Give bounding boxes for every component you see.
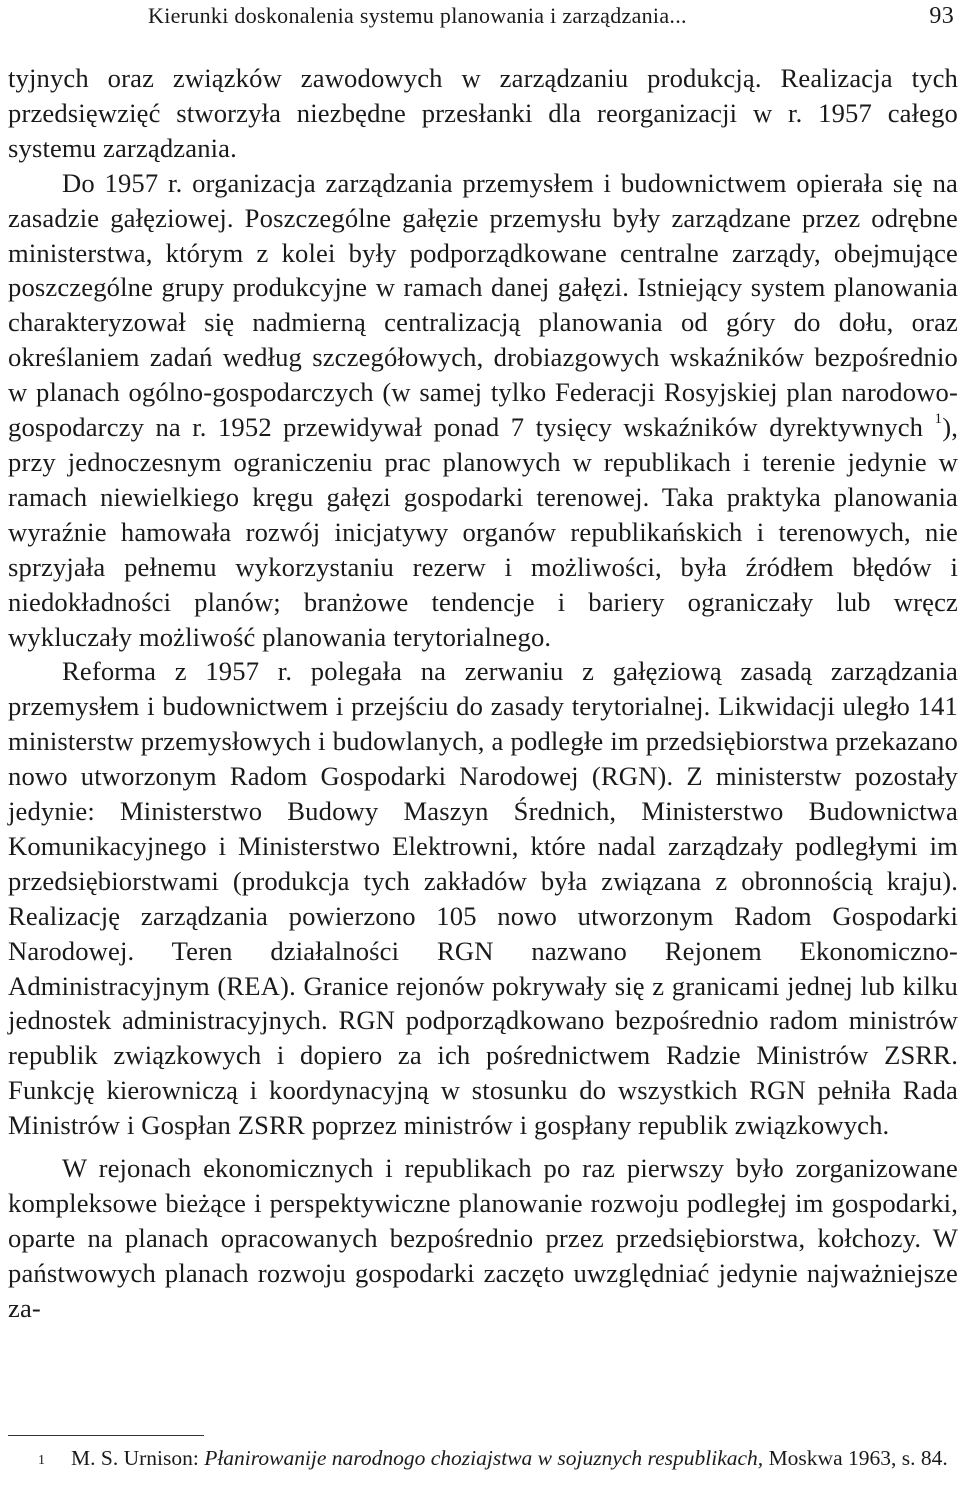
running-title: Kierunki doskonalenia systemu planowania i zarządzania... (148, 3, 687, 28)
paragraph-branch-system (8, 166, 958, 655)
footnote (8, 1443, 958, 1473)
running-header (148, 1, 954, 31)
footnote-title: Płanirowanije narodnogo choziajstwa w sojuznych respublikach, (204, 1446, 764, 1470)
footnote-mark: 1 (38, 1453, 45, 1468)
paragraph-reform-1957: Reforma z 1957 r. polegała na zerwaniu z gałęziową zasadą zarządzania przemysłem i budownictwem i przejściu do zasady terytorialnej. Likwidacji uległo 141 ministerstw przemysłowych i budowlanych, a podległe im przedsiębiorstwa przekazano nowo utworzonym Radom Gospodarki Narodowej (RGN). Z ministerstw pozostały jedynie: Ministerstwo Budowy Maszyn Średnich, Ministerstwo Budownictwa Komunikacyjnego i Ministerstwo Elektrowni, które nadal zarządzały podległymi im przedsiębiorstwami (produkcja tych zakładów była związana z obronnością kraju). Realizację zarządzania powierzono 105 nowo utworzonym Radom Gospodarki Narodowej. Teren działalności RGN nazwano Rejonem Ekonomiczno-Administracyjnym (REA). Granice rejonów pokrywały się z granicami jednej lub kilku jednostek administracyjnych. RGN podporządkowano bezpośrednio radom ministrów republik związkowych i dopiero za ich pośrednictwem Radzie Ministrów ZSRR. Funkcję kierowniczą i koordynacyjną w stosunku do wszystkich RGN pełniła Rada Ministrów i Gospłan ZSRR poprzez ministrów i gospłany republik związkowych. (8, 656, 958, 1141)
paragraph-continued: tyjnych oraz związków zawodowych w zarządzaniu produkcją. Realizacja tych przedsięwzięć stworzyła niezbędne przesłanki dla reorganizacji w r. 1957 całego systemu zarządzania. (8, 63, 958, 163)
paragraph-regional-planning: W rejonach ekonomicznych i republikach po raz pierwszy było zorganizowane kompleksowe bieżące i perspektywiczne planowanie rozwoju podległej im gospodarki, oparte na planach opracowanych bezpośrednio przez przedsiębiorstwa, kołchozy. W państwowych planach rozwoju gospodarki zaczęto uwzględniać jedynie najważniejsze za- (8, 1153, 958, 1323)
footnote-divider (8, 1435, 204, 1436)
footnote-author: M. S. Urnison: (71, 1446, 199, 1470)
paragraph-text: Do 1957 r. organizacja zarządzania przemysłem i budownictwem opierała się na zasadzie gałęziowej. Poszczególne gałęzie przemysłu były zarządzane przez odrębne ministerstwa, którym z kolei były podporządkowane centralne zarządy, obejmujące poszczególne grupy produkcyjne w ramach danej gałęzi. Istniejący system planowania charakteryzował się nadmierną centralizacją planowania od góry do dołu, oraz określaniem zadań według szczegółowych, drobiazgowych wskaźników bezpośrednio w planach ogólno-gospodarczych (w samej tylko Federacji Rosyjskiej plan narodowo-gospodarczy na r. 1952 przewidywał ponad 7 tysięcy wskaźników dyrektywnych (8, 167, 958, 443)
footnote-publication: Moskwa 1963, s. 84. (768, 1446, 948, 1470)
body-text (8, 61, 958, 1326)
page-number: 93 (929, 3, 954, 29)
paragraph-text: ), przy jednoczesnym ograniczeniu prac planowych w republikach i terenie jedynie w ramach niewielkiego kręgu gałęzi gospodarki terenowej. Taka praktyka planowania wyraźnie hamowała rozwój inicjatywy organów republikańskich i terenowych, nie sprzyjała pełnemu wykorzystaniu rezerw i możliwości, była źródłem błędów i niedokładności planów; branżowe tendencje i bariery ograniczały lub wręcz wykluczały możliwość planowania terytorialnego. (8, 412, 958, 652)
footnote-reference: 1 (934, 411, 943, 428)
